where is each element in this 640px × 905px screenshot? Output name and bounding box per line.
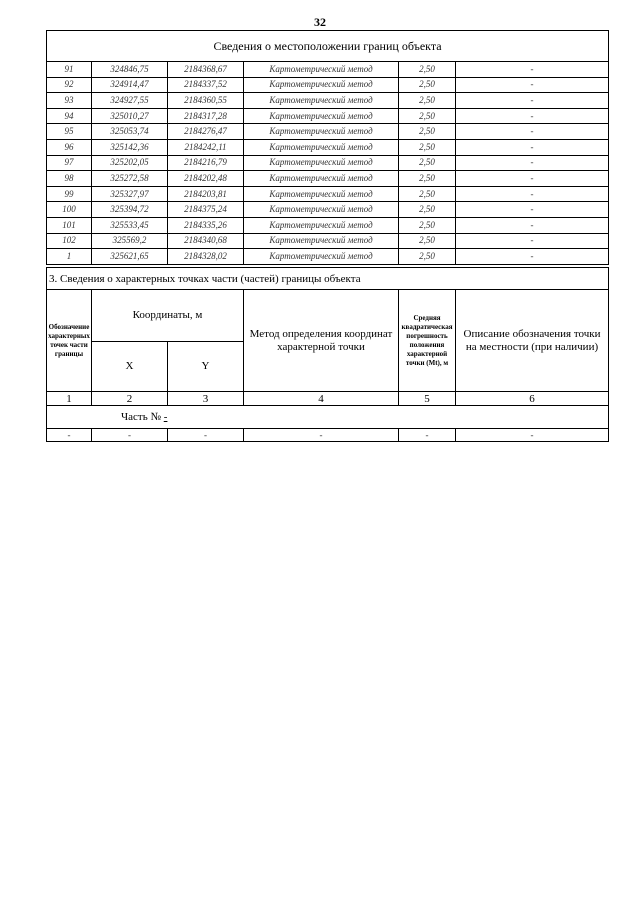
x-header: X [92, 342, 168, 392]
part-points-table [46, 267, 609, 442]
method-header: Метод определения координат характерной точки [244, 290, 399, 392]
description-cell: - [456, 77, 609, 93]
method-cell: Картометрический метод [244, 124, 399, 140]
method-cell: Картометрический метод [244, 139, 399, 155]
x-coordinate-cell: 325533,45 [92, 217, 168, 233]
x-coordinate-cell: 325202,05 [92, 155, 168, 171]
description-cell: - [456, 62, 609, 78]
accuracy-header: Средняя квадратическая погрешность положения характерной точки (Mt), м [399, 290, 456, 392]
method-cell: Картометрический метод [244, 155, 399, 171]
y-coordinate-cell: 2184317,28 [168, 108, 244, 124]
method-cell: Картометрический метод [244, 202, 399, 218]
point-number-cell: 94 [47, 108, 92, 124]
method-cell: Картометрический метод [244, 217, 399, 233]
method-cell: Картометрический метод [244, 233, 399, 249]
accuracy-cell: 2,50 [399, 217, 456, 233]
x-coordinate-cell: 325272,58 [92, 171, 168, 187]
y-coordinate-cell: 2184337,52 [168, 77, 244, 93]
accuracy-cell: 2,50 [399, 171, 456, 187]
table-row [47, 186, 609, 202]
point-designation-header: Обозначение характерных точек части границы [47, 290, 92, 392]
table-row [47, 249, 609, 265]
point-number-cell: 92 [47, 77, 92, 93]
point-number-cell: 101 [47, 217, 92, 233]
table-row [47, 108, 609, 124]
table-row [47, 217, 609, 233]
y-coordinate-cell: 2184203,81 [168, 186, 244, 202]
table-row [47, 171, 609, 187]
description-cell: - [456, 155, 609, 171]
accuracy-cell: 2,50 [399, 93, 456, 109]
accuracy-cell: 2,50 [399, 249, 456, 265]
table-row [47, 124, 609, 140]
x-coordinate-cell: 325569,2 [92, 233, 168, 249]
empty-cell: - [47, 429, 92, 442]
point-number-cell: 91 [47, 62, 92, 78]
accuracy-cell: 2,50 [399, 155, 456, 171]
point-number-cell: 100 [47, 202, 92, 218]
y-coordinate-cell: 2184242,11 [168, 139, 244, 155]
point-number-cell: 96 [47, 139, 92, 155]
table-row [47, 77, 609, 93]
description-cell: - [456, 186, 609, 202]
boundary-location-table [46, 30, 609, 265]
method-cell: Картометрический метод [244, 108, 399, 124]
section3-title: 3. Сведения о характерных точках части (частей) границы объекта [47, 268, 609, 290]
y-coordinate-cell: 2184216,79 [168, 155, 244, 171]
point-number-cell: 97 [47, 155, 92, 171]
column-number: 5 [399, 392, 456, 406]
column-number: 6 [456, 392, 609, 406]
accuracy-cell: 2,50 [399, 77, 456, 93]
empty-cell: - [244, 429, 399, 442]
column-number: 4 [244, 392, 399, 406]
description-cell: - [456, 139, 609, 155]
part-number: - [163, 411, 168, 423]
method-cell: Картометрический метод [244, 93, 399, 109]
x-coordinate-cell: 325010,27 [92, 108, 168, 124]
y-coordinate-cell: 2184328,02 [168, 249, 244, 265]
y-coordinate-cell: 2184368,67 [168, 62, 244, 78]
description-header: Описание обозначения точки на местности (при наличии) [456, 290, 609, 392]
method-cell: Картометрический метод [244, 186, 399, 202]
empty-cell: - [168, 429, 244, 442]
y-coordinate-cell: 2184335,26 [168, 217, 244, 233]
table-row [47, 62, 609, 78]
column-number: 2 [92, 392, 168, 406]
accuracy-cell: 2,50 [399, 108, 456, 124]
description-cell: - [456, 93, 609, 109]
part-row [47, 406, 609, 429]
point-number-cell: 98 [47, 171, 92, 187]
y-coordinate-cell: 2184340,68 [168, 233, 244, 249]
table-row [47, 139, 609, 155]
accuracy-cell: 2,50 [399, 233, 456, 249]
y-coordinate-cell: 2184360,55 [168, 93, 244, 109]
section-title: Сведения о местоположении границ объекта [47, 31, 609, 62]
x-coordinate-cell: 325394,72 [92, 202, 168, 218]
table-row [47, 93, 609, 109]
y-coordinate-cell: 2184375,24 [168, 202, 244, 218]
empty-cell: - [456, 429, 609, 442]
page-number: 32 [314, 15, 326, 29]
part-label: Часть № [121, 411, 161, 423]
description-cell: - [456, 249, 609, 265]
x-coordinate-cell: 325327,97 [92, 186, 168, 202]
point-number-cell: 102 [47, 233, 92, 249]
coordinates-header: Координаты, м [92, 290, 244, 342]
column-number: 3 [168, 392, 244, 406]
accuracy-cell: 2,50 [399, 186, 456, 202]
y-coordinate-cell: 2184202,48 [168, 171, 244, 187]
column-number: 1 [47, 392, 92, 406]
accuracy-cell: 2,50 [399, 124, 456, 140]
table-row [47, 233, 609, 249]
table-row [47, 155, 609, 171]
x-coordinate-cell: 324927,55 [92, 93, 168, 109]
y-header: Y [168, 342, 244, 392]
method-cell: Картометрический метод [244, 77, 399, 93]
description-cell: - [456, 233, 609, 249]
description-cell: - [456, 217, 609, 233]
point-number-cell: 93 [47, 93, 92, 109]
empty-cell: - [92, 429, 168, 442]
description-cell: - [456, 202, 609, 218]
point-number-cell: 1 [47, 249, 92, 265]
point-number-cell: 95 [47, 124, 92, 140]
description-cell: - [456, 124, 609, 140]
method-cell: Картометрический метод [244, 171, 399, 187]
accuracy-cell: 2,50 [399, 139, 456, 155]
description-cell: - [456, 171, 609, 187]
accuracy-cell: 2,50 [399, 62, 456, 78]
point-number-cell: 99 [47, 186, 92, 202]
x-coordinate-cell: 325621,65 [92, 249, 168, 265]
x-coordinate-cell: 324914,47 [92, 77, 168, 93]
accuracy-cell: 2,50 [399, 202, 456, 218]
y-coordinate-cell: 2184276,47 [168, 124, 244, 140]
table-row [47, 202, 609, 218]
method-cell: Картометрический метод [244, 62, 399, 78]
method-cell: Картометрический метод [244, 249, 399, 265]
x-coordinate-cell: 324846,75 [92, 62, 168, 78]
x-coordinate-cell: 325053,74 [92, 124, 168, 140]
x-coordinate-cell: 325142,36 [92, 139, 168, 155]
description-cell: - [456, 108, 609, 124]
empty-cell: - [399, 429, 456, 442]
